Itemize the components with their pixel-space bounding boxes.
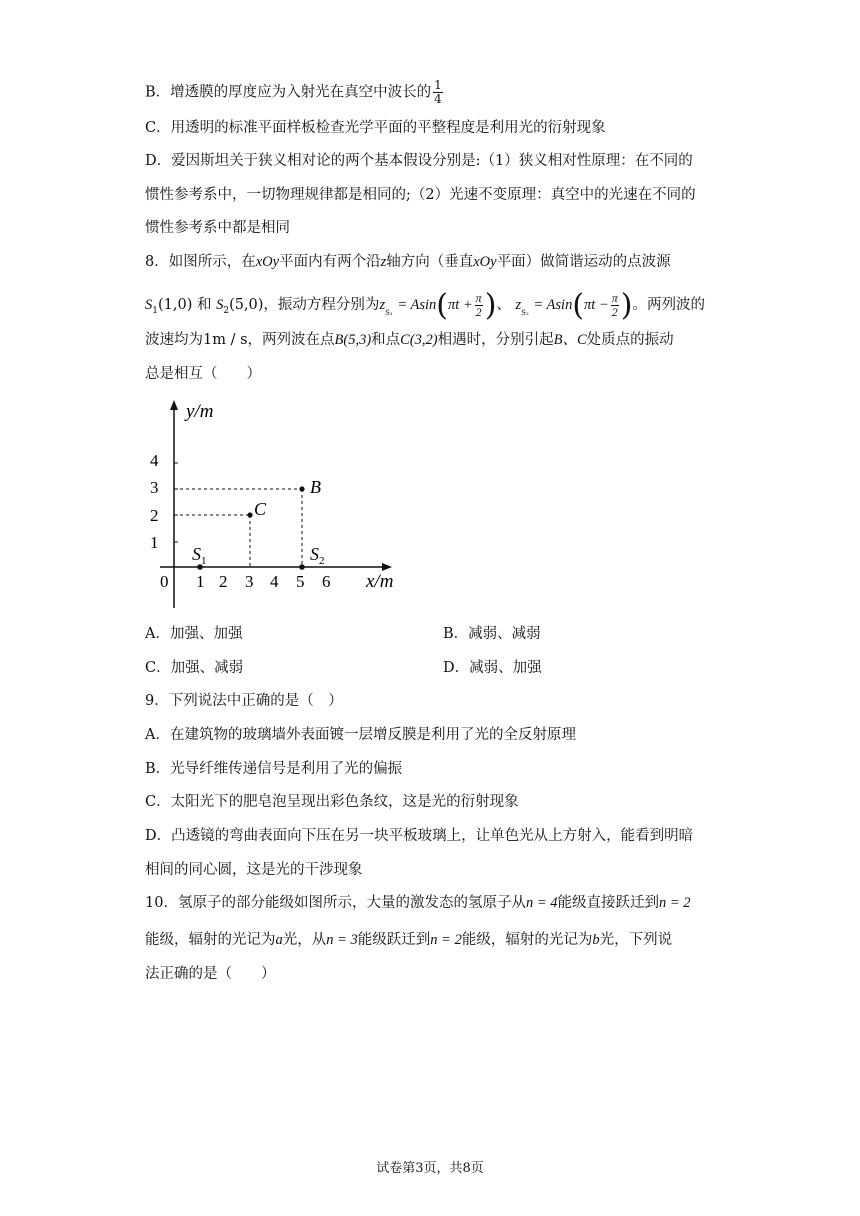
point-c-label: C xyxy=(254,499,267,519)
y-tick-label: 4 xyxy=(150,451,159,470)
q8-stem-line4: 总是相互（ ） xyxy=(145,366,261,382)
q7-option-c: C．用透明的标准平面样板检查光学平面的平整程度是利用光的衍射现象 xyxy=(145,120,606,136)
q9-option-b: B．光导纤维传递信号是利用了光的偏振 xyxy=(145,761,403,777)
x-axis-label: x/m xyxy=(366,571,394,592)
fraction-pi-over-two: $\frac{\pi}{2}$ xyxy=(475,290,482,319)
q8-option-c: C．加强、减弱 xyxy=(145,660,244,676)
x-axis-arrow xyxy=(382,563,392,571)
y-axis-arrow xyxy=(170,400,178,410)
q9-option-c: C．太阳光下的肥皂泡呈现出彩色条纹，这是光的衍射现象 xyxy=(145,794,519,810)
q8-option-a: A．加强、加强 xyxy=(145,626,243,642)
q7-option-d-line1: D．爱因斯坦关于狭义相对论的两个基本假设分别是:（1）狭义相对性原理：在不同的 xyxy=(145,153,693,169)
point-b-label: B xyxy=(310,477,321,497)
q9-option-d-line2: 相间的同心圆，这是光的干涉现象 xyxy=(145,862,363,878)
q10-stem-line3: 法正确的是（ ） xyxy=(145,966,276,982)
q8-option-d: D．减弱、加强 xyxy=(443,660,542,676)
q10-stem-line1: 10．氢原子的部分能级如图所示，大量的激发态的氢原子从n = 4能级直接跃迁到n = 2 xyxy=(145,895,691,911)
q8-stem-line3: 波速均为1m / s，两列波在点B(5,3)和点C(3,2)相遇时，分别引起B、C处质点的振动 xyxy=(145,332,674,348)
page-footer: 试卷第3页，共8页 xyxy=(376,1161,484,1176)
q7-option-b-text: B．增透膜的厚度应为入射光在真空中波长的 xyxy=(145,84,432,101)
q7-option-b xyxy=(145,79,445,106)
origin-label: 0 xyxy=(160,572,169,591)
fraction-pi-over-two: $\frac{\pi}{2}$ xyxy=(611,290,618,319)
source-s1-label: $S_1$ xyxy=(192,544,207,567)
point-b-dot xyxy=(299,486,304,491)
q8-stem-line2: $S_1(1,0)$ 和 $S_2(5,0)$，振动方程分别为$z_{S_1} = Asin(\pi t$ + $\frac{\pi}{2}$ )、 $z_{S_2} = Asin(\pi t$ − $\frac{\pi}{2}$ )。两列波的 xyxy=(145,288,705,323)
x-tick-label: 6 xyxy=(322,572,331,591)
point-c-dot xyxy=(247,512,252,517)
q9-option-d-line1: D．凸透镜的弯曲表面向下压在另一块平板玻璃上，让单色光从上方射入，能看到明暗 xyxy=(145,828,694,844)
q8-option-b: B．减弱、减弱 xyxy=(443,626,541,642)
x-tick-label: 3 xyxy=(245,572,254,591)
coordinate-figure xyxy=(130,400,430,615)
q7-option-d-line3: 惯性参考系中都是相同 xyxy=(145,220,290,236)
source-s2-label: $S_2$ xyxy=(310,544,325,567)
y-tick-label: 1 xyxy=(150,533,159,552)
x-tick-label: 4 xyxy=(270,572,279,591)
y-tick-label: 2 xyxy=(150,506,159,525)
y-axis-label: y/m xyxy=(186,401,214,422)
q7-option-d-line2: 惯性参考系中，一切物理规律都是相同的;（2）光速不变原理：真空中的光速在不同的 xyxy=(145,187,696,203)
x-tick-label: 5 xyxy=(296,572,305,591)
x-tick-label: 2 xyxy=(219,572,228,591)
q9-option-a: A．在建筑物的玻璃墙外表面镀一层增反膜是利用了光的全反射原理 xyxy=(145,727,576,743)
q10-stem-line2: 能级，辐射的光记为a光，从n = 3能级跃迁到n = 2能级，辐射的光记为b光，下列说 xyxy=(145,932,673,948)
fraction-one-quarter: $\frac{1}{4}$ xyxy=(434,78,442,106)
q8-stem-line1: 8．如图所示，在xOy平面内有两个沿z轴方向（垂直xOy平面）做简谐运动的点波源 xyxy=(145,254,671,270)
q9-stem: 9．下列说法中正确的是（ ） xyxy=(145,693,343,709)
source-s2-dot xyxy=(299,564,305,570)
x-tick-label: 1 xyxy=(196,572,205,591)
y-tick-label: 3 xyxy=(150,478,159,497)
